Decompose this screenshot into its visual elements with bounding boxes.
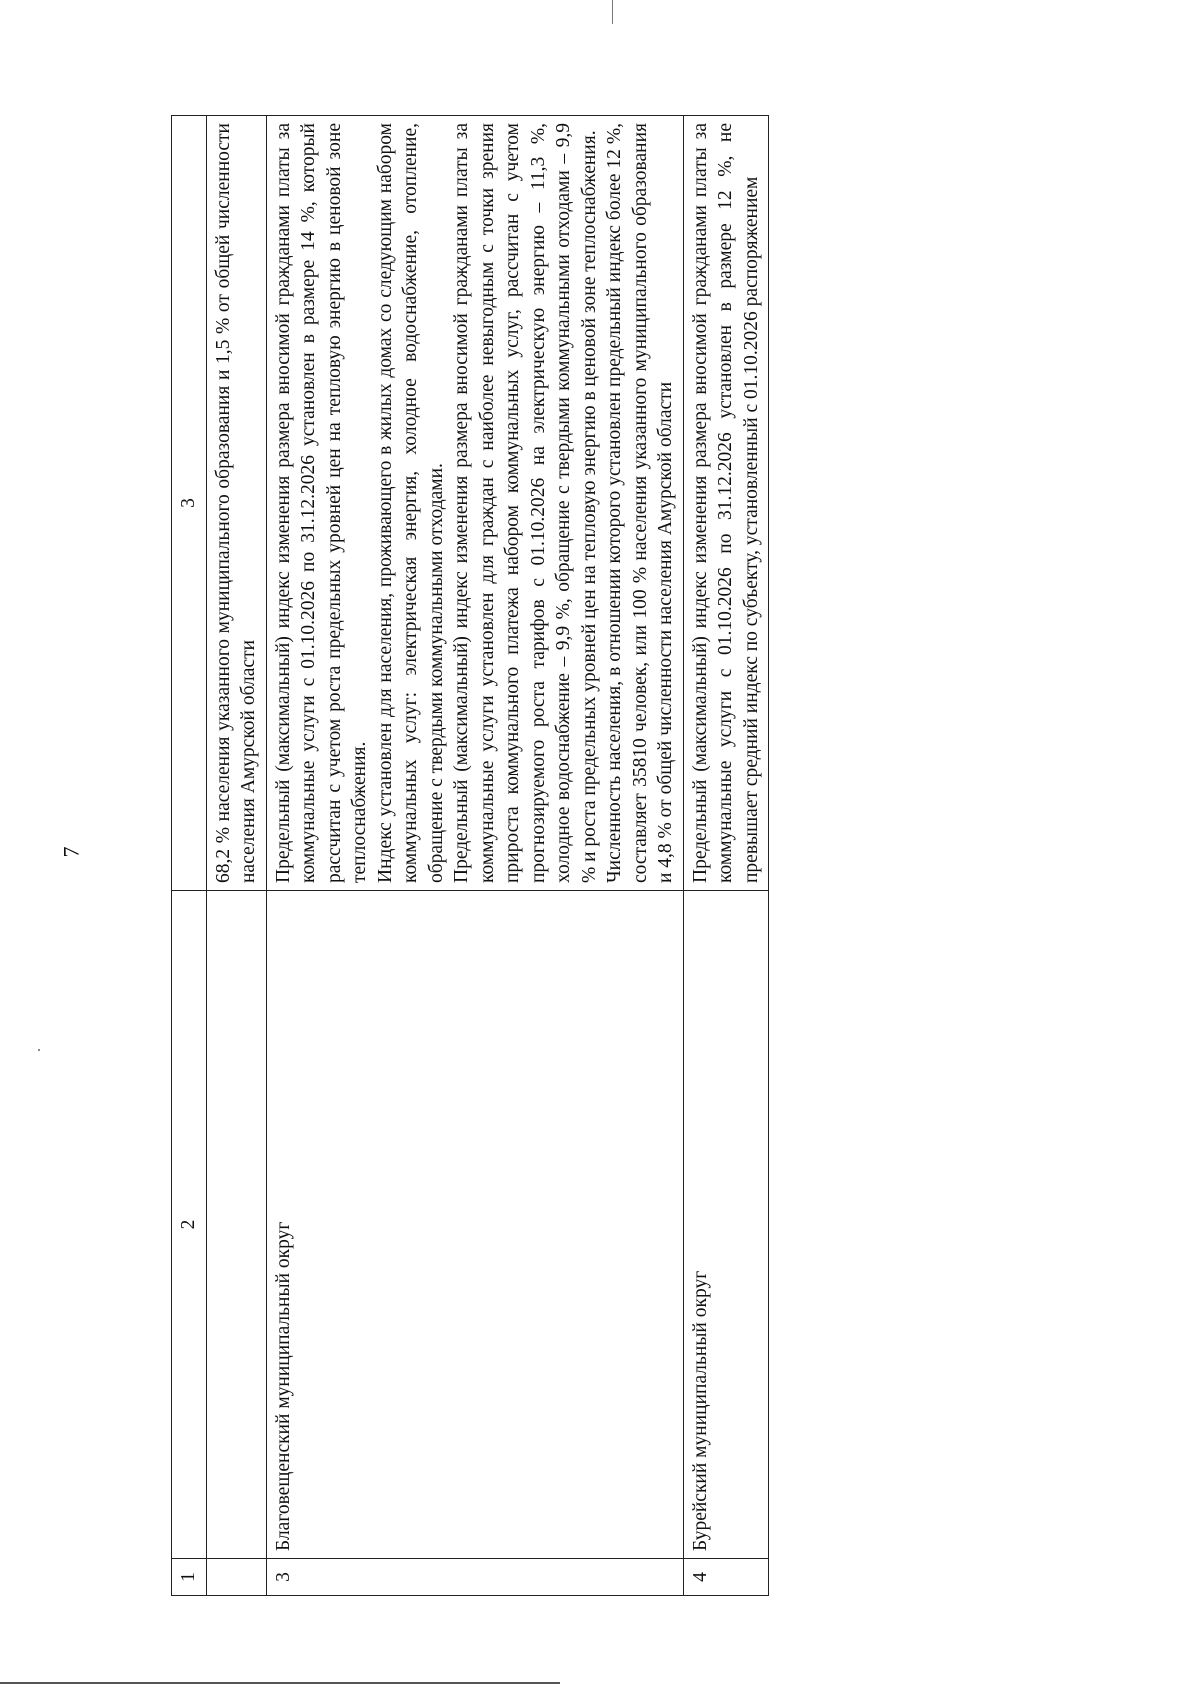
table-row — [266, 116, 683, 1596]
header-cell-3: 3 — [172, 116, 207, 891]
rotated-page-content — [171, 116, 1071, 1596]
description-paragraph: Индекс установлен для населения, проживающего в жилых домах со следующим набором коммунальных услуг: электрическая энергия, холодное водоснабжение, отопление, обращение с твердыми коммунальными отходами. — [374, 123, 447, 883]
row-number: 4 — [683, 1559, 769, 1596]
table-row — [206, 116, 266, 1596]
row-number — [206, 1559, 266, 1596]
row-number: 3 — [266, 1559, 683, 1596]
scan-artifact-bottom — [0, 1682, 560, 1684]
municipality-name: Благовещенский муниципальный округ — [266, 891, 683, 1559]
description-paragraph: Численность населения, в отношении которого установлен предельный индекс более 12 %, составляет 35810 человек, или 100 % населения указанного муниципального образования и 4,8 % от общей численности населения Амурской области — [604, 123, 676, 883]
municipality-name: Бурейский муниципальный округ — [683, 891, 769, 1559]
header-cell-2: 2 — [172, 891, 207, 1559]
description-paragraph: Предельный (максимальный) индекс изменения размера вносимой гражданами платы за коммунальные услуги установлен для граждан с наиболее невыгодным с точки зрения прироста коммунального платежа набором коммунальных услуг, рассчитан с учетом прогнозируемого роста тарифов с 01.10.2026 на электрическую энергию – 11,3 %, холодное водоснабжение – 9,9 %, обращение с твердыми коммунальными отходами – 9,9 % и роста предельных уровней цен на тепловую энергию в ценовой зоне теплоснабжения. — [451, 123, 600, 883]
description-paragraph: Предельный (максимальный) индекс изменения размера вносимой гражданами платы за коммунальные услуги с 01.10.2026 по 31.12.2026 установлен в размере 14 %, который рассчитан с учетом роста предельных уровней цен на тепловую энергию в ценовой зоне теплоснабжения. — [272, 123, 370, 883]
index-description — [683, 116, 769, 891]
table-row — [683, 116, 769, 1596]
index-description — [206, 116, 266, 891]
description-paragraph: Предельный (максимальный) индекс изменения размера вносимой гражданами платы за коммунальные услуги с 01.10.2026 по 31.12.2026 установлен в размере 12 %, не превышает средний индекс по субъекту, установленный с 01.10.2026 распоряжением — [689, 123, 762, 883]
scan-speck — [38, 1049, 40, 1051]
index-description — [266, 116, 683, 891]
municipality-name — [206, 891, 266, 1559]
page-number: 7 — [58, 846, 84, 858]
scan-artifact-top — [612, 0, 613, 24]
municipal-index-table — [171, 115, 769, 1596]
header-cell-1: 1 — [172, 1559, 207, 1596]
description-paragraph: 68,2 % населения указанного муниципального образования и 1,5 % от общей численности населения Амурской области — [212, 123, 259, 883]
table-header-row — [172, 116, 207, 1596]
